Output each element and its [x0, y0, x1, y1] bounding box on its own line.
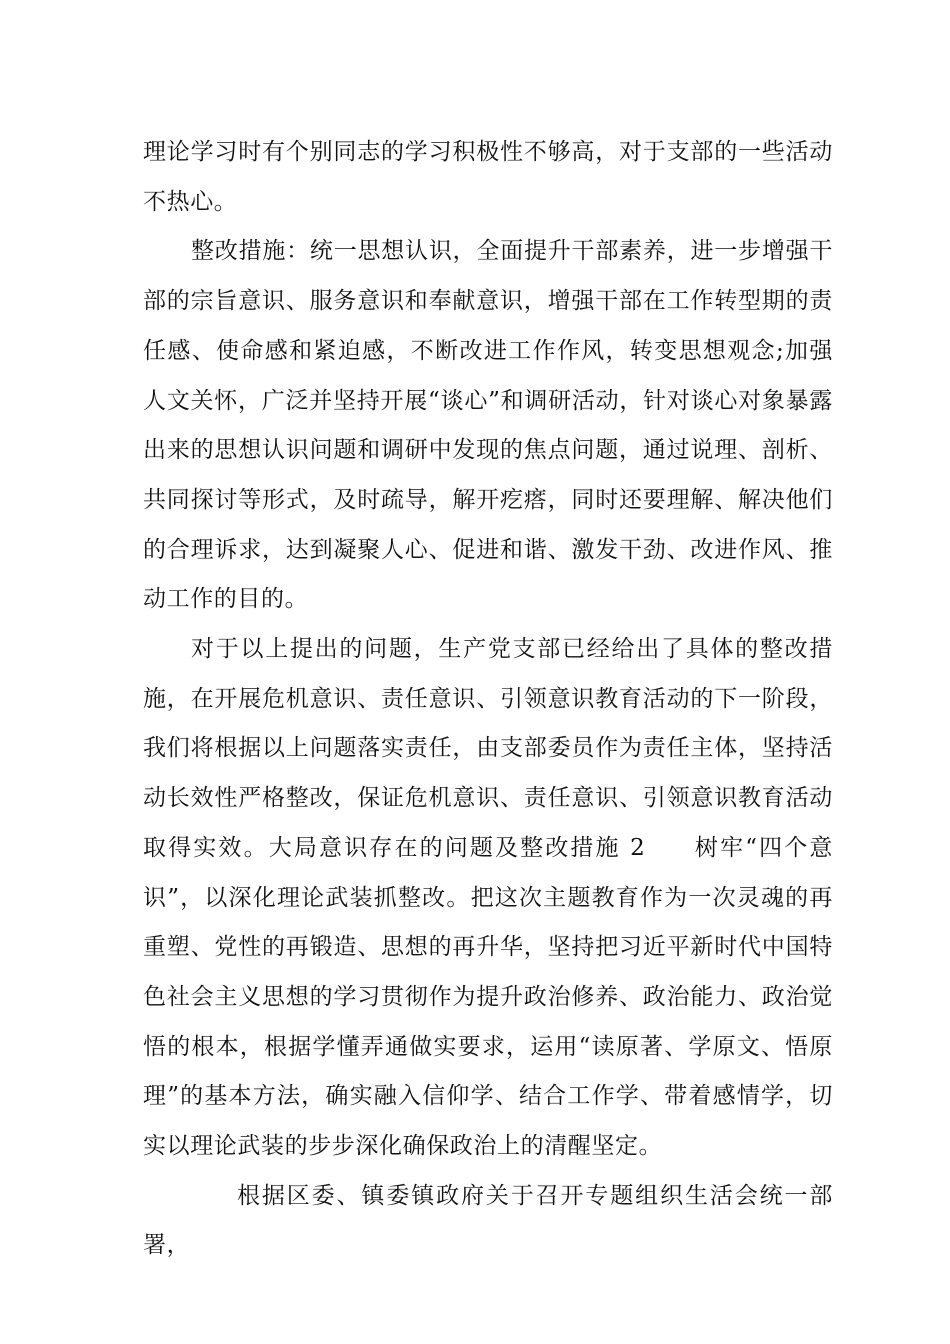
paragraph-4 — [143, 1172, 833, 1271]
paragraph-2-text: 整改措施：统一思想认识，全面提升干部素养，进一步增强干部的宗旨意识、服务意识和奉献意识，增强干部在工作转型期的责任感、使命感和紧迫感，不断改进工作作风，转变思想观念;加强人文关怀，广泛并坚持开展“谈心”和调研活动，针对谈心对象暴露出来的思想认识问题和调研中发现的焦点问题，通过说理、剖析、共同探讨等形式，及时疏导，解开疙瘩，同时还要理解、解决他们的合理诉求，达到凝聚人心、促进和谐、激发干劲、改进作风、推动工作的目的。 — [143, 238, 833, 613]
paragraph-1 — [143, 128, 833, 227]
paragraph-2 — [143, 227, 833, 625]
paragraph-1-text: 理论学习时有个别同志的学习积极性不够高，对于支部的一些活动不热心。 — [143, 139, 833, 215]
paragraph-3-text-a: 对于以上提出的问题，生产党支部已经给出了具体的整改措施，在开展危机意识、责任意识、引领意识教育活动的下一阶段，我们将根据以上问题落实责任，由支部委员作为责任主体，坚持活动长效性严格整改，保证危机意识、责任意识、引领意识教育活动取得实效。大局意识存在的问题及整改措施 2 — [143, 636, 833, 861]
paragraph-3 — [143, 625, 833, 1172]
document-body — [143, 128, 833, 1271]
paragraph-3-text-b: 树牢“四个意识”，以深化理论武装抓整改。把这次主题教育作为一次灵魂的再重塑、党性的再锻造、思想的再升华，坚持把习近平新时代中国特色社会主义思想的学习贯彻作为提升政治修养、政治能力、政治觉悟的根本，根据学懂弄通做实要求，运用“读原著、学原文、悟原理”的基本方法，确实融入信仰学、结合工作学、带着感情学，切实以理论武装的步步深化确保政治上的清醒坚定。 — [143, 834, 834, 1160]
paragraph-4-text: 根据区委、镇委镇政府关于召开专题组织生活会统一部署， — [143, 1182, 833, 1259]
